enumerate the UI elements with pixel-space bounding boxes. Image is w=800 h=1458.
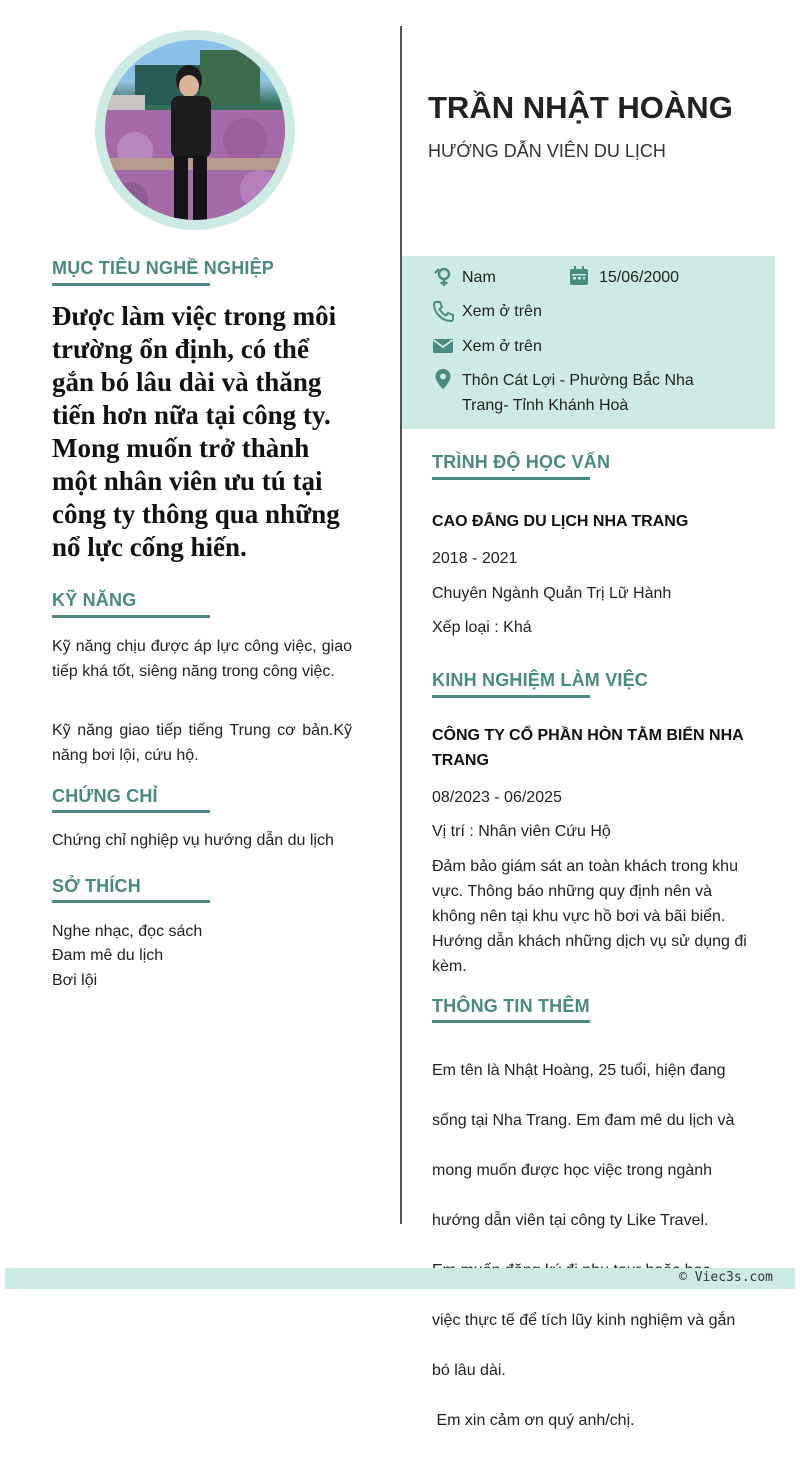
education-period: 2018 - 2021 [432, 550, 518, 567]
additional-info-line: việc thực tế để tích lũy kinh nghiệm và gắn [432, 1312, 736, 1329]
certificates-underline [52, 810, 210, 813]
experience-position: Vị trí : Nhân viên Cứu Hộ [432, 823, 611, 840]
avatar [95, 30, 295, 230]
education-grade: Xếp loại : Khá [432, 619, 532, 636]
gender-icon [432, 266, 454, 288]
experience-description: Đảm bảo giám sát an toàn khách trong khu vực. Thông báo những quy định nên và không nên tại khu vực hồ bơi và bãi biển. Hướng dẫn khách những dịch vụ sử dụng đi kèm. [432, 858, 747, 975]
calendar-icon [568, 265, 590, 287]
additional-info-text [432, 1033, 772, 1458]
skills-underline [52, 615, 210, 618]
skills-paragraph-1: Kỹ năng chịu được áp lực công việc, giao tiếp khá tốt, siêng năng trong công việc. [52, 638, 352, 680]
additional-info-line: sống tại Nha Trang. Em đam mê du lịch và [432, 1112, 735, 1129]
skills-paragraph-2: Kỹ năng giao tiếp tiếng Trung cơ bản.Kỹ năng bơi lội, cứu hộ. [52, 722, 352, 764]
education-major: Chuyên Ngành Quản Trị Lữ Hành [432, 585, 672, 602]
email-value: Xem ở trên [462, 338, 542, 355]
additional-info-line: Em tên là Nhật Hoàng, 25 tuổi, hiện đang [432, 1062, 726, 1079]
experience-underline [432, 695, 590, 698]
job-title: HƯỚNG DẪN VIÊN DU LỊCH [428, 141, 666, 161]
hobby-item: Bơi lội [52, 972, 98, 989]
address-line-2: Trang- Tỉnh Khánh Hoà [462, 397, 629, 414]
additional-info-line: bó lâu dài. [432, 1362, 506, 1379]
footer-bar [5, 1268, 795, 1289]
education-underline [432, 477, 590, 480]
objective-text: Được làm việc trong môi trường ổn định, có thể gắn bó lâu dài và thăng tiến hơn nữa tại công ty. Mong muốn trở thành một nhân viên ưu tú tại công ty thông qua những nổ lực cống hiến. [52, 301, 340, 562]
skills-title: KỸ NĂNG [52, 590, 137, 610]
experience-period: 08/2023 - 06/2025 [432, 789, 562, 806]
additional-info-underline [432, 1020, 590, 1023]
certificate-item: Chứng chỉ nghiệp vụ hướng dẫn du lịch [52, 832, 334, 849]
hobby-item: Nghe nhạc, đọc sách [52, 923, 203, 940]
company-name-line-2: TRANG [432, 752, 489, 769]
experience-title: KINH NGHIỆM LÀM VIỆC [432, 670, 649, 690]
school-name: CAO ĐẲNG DU LỊCH NHA TRANG [432, 513, 689, 530]
footer-copyright: © Viec3s.com [679, 1270, 773, 1285]
birthdate-value: 15/06/2000 [599, 269, 680, 286]
avatar-photo [105, 40, 285, 220]
column-divider [400, 26, 402, 1224]
education-title: TRÌNH ĐỘ HỌC VẤN [432, 452, 611, 472]
additional-info-line: hướng dẫn viên tại công ty Like Travel. [432, 1212, 709, 1229]
company-name-line-1: CÔNG TY CỔ PHẦN HÒN TẰM BIỂN NHA [432, 727, 744, 744]
phone-icon [432, 300, 454, 322]
location-pin-icon [432, 368, 454, 390]
phone-value: Xem ở trên [462, 303, 542, 320]
hobby-item: Đam mê du lịch [52, 947, 164, 964]
objective-title: MỤC TIÊU NGHỀ NGHIỆP [52, 258, 275, 278]
hobbies-title: SỞ THÍCH [52, 876, 141, 896]
additional-info-line: mong muốn được học việc trong ngành [432, 1162, 713, 1179]
certificates-title: CHỨNG CHỈ [52, 786, 158, 806]
hobbies-underline [52, 900, 210, 903]
mail-icon [432, 335, 454, 357]
objective-underline [52, 283, 210, 286]
additional-info-line: Em xin cảm ơn quý anh/chị. [432, 1412, 635, 1429]
additional-info-title: THÔNG TIN THÊM [432, 996, 590, 1016]
gender-value: Nam [462, 269, 496, 286]
address-line-1: Thôn Cát Lợi - Phường Bắc Nha [462, 372, 694, 389]
candidate-name: TRẦN NHẬT HOÀNG [428, 90, 733, 125]
contact-box [402, 256, 775, 429]
